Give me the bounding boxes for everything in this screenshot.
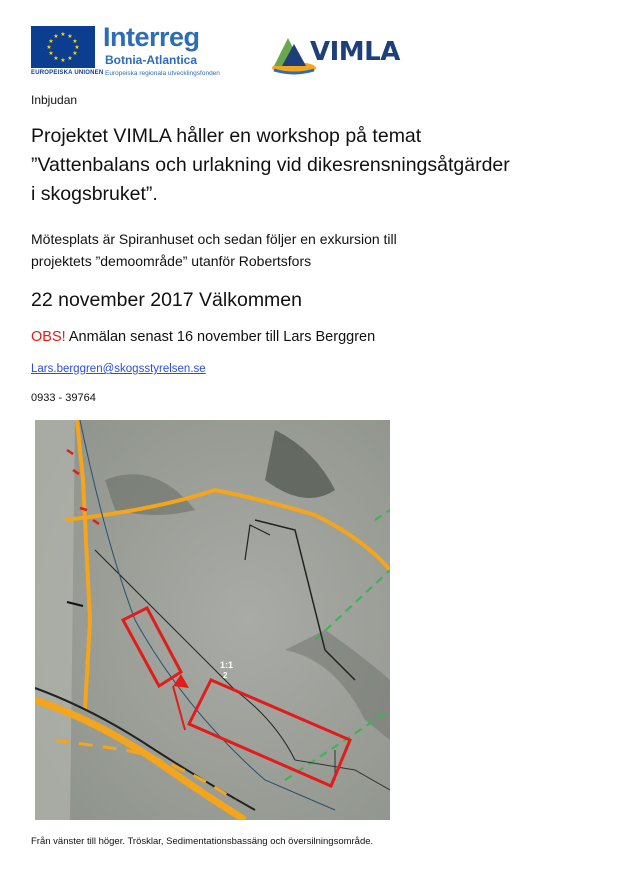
interreg-logo-text: Interreg [103, 22, 200, 52]
svg-text:★: ★ [53, 55, 59, 62]
plot-label-top: 1:1 [220, 660, 234, 670]
vimla-logo-text: VIMLA [310, 37, 400, 67]
svg-text:★: ★ [48, 50, 54, 57]
svg-text:★: ★ [46, 44, 52, 51]
svg-text:★: ★ [67, 33, 73, 40]
registration-notice [31, 329, 375, 345]
phone-number: 0933 - 39764 [31, 392, 96, 404]
svg-text:★: ★ [67, 55, 73, 62]
headline-line: Projektet VIMLA håller en workshop på temat [31, 125, 422, 147]
svg-text:★: ★ [60, 31, 66, 38]
venue-line: Mötesplats är Spiranhuset och sedan följer en exkursion till [31, 231, 397, 247]
svg-text:★: ★ [72, 38, 78, 45]
interreg-fund: Europeiska regionala utvecklingsfonden [105, 70, 220, 77]
headline [31, 122, 601, 209]
date-line: 22 november 2017 Välkommen [31, 289, 302, 311]
eu-label: EUROPEISKA UNIONEN [31, 70, 104, 76]
svg-text:★: ★ [53, 33, 59, 40]
svg-text:★: ★ [60, 57, 66, 64]
interreg-region: Botnia-Atlantica [105, 53, 198, 67]
map-caption: Från vänster till höger. Trösklar, Sedimentationsbassäng och översilningsområde. [31, 836, 374, 847]
eu-flag-logo [31, 26, 95, 68]
venue-line: projektets ”demoområde” utanför Robertsfors [31, 253, 312, 269]
headline-line: ”Vattenbalans och urlakning vid dikesrensningsåtgärder [31, 154, 510, 176]
svg-text:★: ★ [48, 38, 54, 45]
email-link[interactable]: Lars.berggren@skogsstyrelsen.se [31, 363, 206, 375]
obs-label: OBS! [31, 329, 66, 345]
registration-text: Anmälan senast 16 november till Lars Berggren [65, 329, 376, 345]
svg-text:★: ★ [72, 50, 78, 57]
aerial-map-image [35, 420, 390, 820]
invitation-label: Inbjudan [31, 93, 78, 107]
plot-label-bottom: 2 [223, 671, 228, 680]
headline-line: i skogsbruket”. [31, 183, 158, 205]
venue-text [31, 228, 591, 272]
svg-text:★: ★ [74, 44, 80, 51]
